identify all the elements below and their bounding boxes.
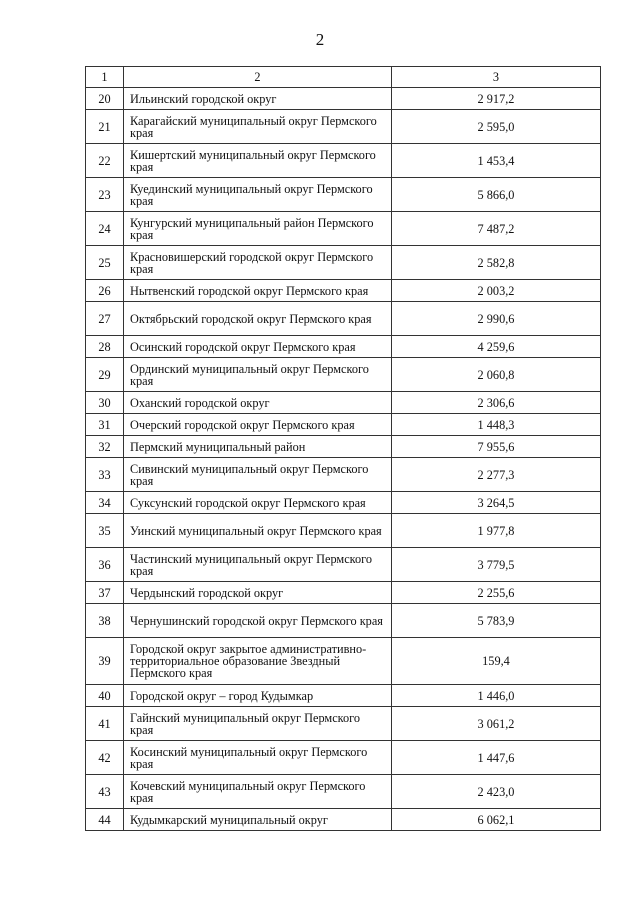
row-number: 33 (86, 458, 124, 492)
row-number: 29 (86, 358, 124, 392)
amount-value: 5 866,0 (392, 178, 601, 212)
row-number: 23 (86, 178, 124, 212)
table-row (86, 436, 601, 458)
amount-value: 1 448,3 (392, 414, 601, 436)
table-row (86, 280, 601, 302)
table-row (86, 458, 601, 492)
row-number: 43 (86, 775, 124, 809)
row-number: 35 (86, 514, 124, 548)
amount-value: 4 259,6 (392, 336, 601, 358)
amount-value: 1 453,4 (392, 144, 601, 178)
amount-value: 2 255,6 (392, 582, 601, 604)
amount-value: 3 264,5 (392, 492, 601, 514)
row-number: 20 (86, 88, 124, 110)
municipality-name: Очерский городской округ Пермского края (124, 414, 392, 436)
amount-value: 1 446,0 (392, 685, 601, 707)
table-row (86, 707, 601, 741)
row-number: 24 (86, 212, 124, 246)
amount-value: 2 423,0 (392, 775, 601, 809)
table-row (86, 582, 601, 604)
municipality-name: Уинский муниципальный округ Пермского края (124, 514, 392, 548)
municipality-name: Кочевский муниципальный округ Пермского края (124, 775, 392, 809)
table-row (86, 492, 601, 514)
amount-value: 7 955,6 (392, 436, 601, 458)
table-row (86, 88, 601, 110)
table-row (86, 302, 601, 336)
table-row (86, 212, 601, 246)
amount-value: 2 306,6 (392, 392, 601, 414)
table-row (86, 336, 601, 358)
row-number: 39 (86, 638, 124, 685)
municipality-name: Пермский муниципальный район (124, 436, 392, 458)
municipality-name: Куединский муниципальный округ Пермского края (124, 178, 392, 212)
amount-value: 5 783,9 (392, 604, 601, 638)
amount-value: 2 582,8 (392, 246, 601, 280)
municipality-name: Сивинский муниципальный округ Пермского края (124, 458, 392, 492)
municipality-name: Октябрьский городской округ Пермского края (124, 302, 392, 336)
table-row (86, 514, 601, 548)
municipality-name: Городской округ – город Кудымкар (124, 685, 392, 707)
table-row (86, 685, 601, 707)
table-row (86, 246, 601, 280)
row-number: 40 (86, 685, 124, 707)
table-row (86, 414, 601, 436)
table-row (86, 392, 601, 414)
amount-value: 2 060,8 (392, 358, 601, 392)
row-number: 32 (86, 436, 124, 458)
amount-value: 2 595,0 (392, 110, 601, 144)
amount-value: 7 487,2 (392, 212, 601, 246)
municipality-name: Городской округ закрытое административно-территориальное образование Звездный Пермского края (124, 638, 392, 685)
amount-value: 2 990,6 (392, 302, 601, 336)
table-row (86, 358, 601, 392)
municipality-name: Нытвенский городской округ Пермского края (124, 280, 392, 302)
row-number: 27 (86, 302, 124, 336)
column-header: 1 (86, 67, 124, 88)
municipality-name: Карагайский муниципальный округ Пермского края (124, 110, 392, 144)
row-number: 37 (86, 582, 124, 604)
municipality-name: Косинский муниципальный округ Пермского края (124, 741, 392, 775)
row-number: 41 (86, 707, 124, 741)
amount-value: 1 977,8 (392, 514, 601, 548)
municipality-name: Ильинский городской округ (124, 88, 392, 110)
table-row (86, 178, 601, 212)
municipality-name: Частинский муниципальный округ Пермского края (124, 548, 392, 582)
amount-value: 6 062,1 (392, 809, 601, 831)
table-row (86, 144, 601, 178)
amount-value: 1 447,6 (392, 741, 601, 775)
page-number: 2 (315, 30, 325, 49)
amount-value: 3 061,2 (392, 707, 601, 741)
municipality-name: Гайнский муниципальный округ Пермского края (124, 707, 392, 741)
row-number: 36 (86, 548, 124, 582)
table-header-row (86, 67, 601, 88)
row-number: 42 (86, 741, 124, 775)
amount-value: 159,4 (392, 638, 601, 685)
table-row (86, 604, 601, 638)
municipality-name: Красновишерский городской округ Пермского края (124, 246, 392, 280)
row-number: 44 (86, 809, 124, 831)
municipality-name: Оханский городской округ (124, 392, 392, 414)
row-number: 38 (86, 604, 124, 638)
amount-value: 2 917,2 (392, 88, 601, 110)
amount-value: 2 277,3 (392, 458, 601, 492)
table-row (86, 775, 601, 809)
table-row (86, 809, 601, 831)
row-number: 34 (86, 492, 124, 514)
row-number: 21 (86, 110, 124, 144)
amount-value: 3 779,5 (392, 548, 601, 582)
row-number: 30 (86, 392, 124, 414)
row-number: 28 (86, 336, 124, 358)
row-number: 22 (86, 144, 124, 178)
municipality-name: Суксунский городской округ Пермского края (124, 492, 392, 514)
table-row (86, 741, 601, 775)
allocation-table (85, 66, 601, 831)
row-number: 26 (86, 280, 124, 302)
table-row (86, 548, 601, 582)
municipality-name: Чернушинский городской округ Пермского края (124, 604, 392, 638)
column-header: 2 (124, 67, 392, 88)
municipality-name: Ординский муниципальный округ Пермского края (124, 358, 392, 392)
municipality-name: Кишертский муниципальный округ Пермского края (124, 144, 392, 178)
table-row (86, 638, 601, 685)
column-header: 3 (392, 67, 601, 88)
table-row (86, 110, 601, 144)
row-number: 25 (86, 246, 124, 280)
municipality-name: Чердынский городской округ (124, 582, 392, 604)
municipality-name: Осинский городской округ Пермского края (124, 336, 392, 358)
row-number: 31 (86, 414, 124, 436)
municipality-name: Кудымкарский муниципальный округ (124, 809, 392, 831)
amount-value: 2 003,2 (392, 280, 601, 302)
municipality-name: Кунгурский муниципальный район Пермского края (124, 212, 392, 246)
